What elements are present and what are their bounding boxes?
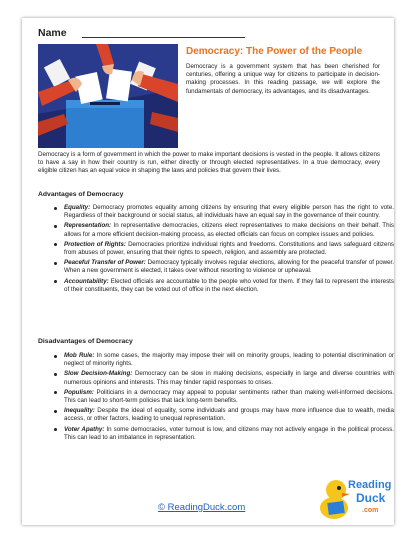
name-field[interactable] — [82, 37, 245, 38]
list-item — [64, 259, 394, 275]
item-text: Elected officials are accountable to the people who voted for them. If they fail to represent the interests of their constituents, they can be voted out of office in the next election. — [64, 277, 394, 293]
item-text: Democracy promotes equality among citizens by ensuring that every eligible person has the right to vote. Regardless of their background or social status, all individuals have an equal say in the governance of their country. — [64, 204, 394, 220]
item-text: Democracy can be slow in making decisions, especially in large and diverse countries with numerous opinions and interests. This may hinder rapid responses to crises. — [64, 370, 394, 386]
list-item — [64, 278, 394, 294]
item-text: In representative democracies, citizens elect representatives to make decisions on their behalf. This allows for a more efficient decision-making process, as elected officials can focus on complex issues and policies. — [64, 222, 394, 238]
voting-hands-image — [38, 44, 178, 148]
list-item — [64, 426, 394, 442]
item-term: Slow Decision-Making: — [64, 370, 133, 378]
item-term: Protection of Rights: — [64, 240, 126, 248]
item-term: Populism: — [64, 388, 94, 396]
item-text: Despite the ideal of equality, some individuals and groups may have more influence due to wealth, media access, or other factors, leading to unequal representation. — [64, 407, 394, 423]
item-term: Accountability: — [64, 277, 109, 285]
intro-paragraph: Democracy is a government system that has been cherished for centuries, offering a unique way for citizens to participate in decision-making processes. In this reading passage, we will explore the fundamentals of democracy, its advantages, and its disadvantages. — [186, 63, 380, 95]
item-term: Equality: — [64, 204, 91, 211]
item-term: Voter Apathy: — [64, 425, 105, 433]
list-item — [64, 407, 394, 423]
advantages-list — [38, 204, 394, 296]
body-paragraph: Democracy is a form of government in which the power to make important decisions is vested in the people. It allows citizens to have a say in how their country is run, either directly or through elected representatives. In a true democracy, every eligible citizen has an equal voice in shaping the laws and policies that govern their lives. — [38, 151, 380, 175]
list-item — [64, 389, 394, 405]
advantages-heading: Advantages of Democracy — [38, 191, 124, 198]
list-item — [64, 222, 394, 238]
item-text: Politicians in a democracy may appeal to popular sentiments rather than making well-informed decisions. This can lead to short-term policies that lack long-term benefits. — [64, 388, 394, 405]
item-term: Representation: — [64, 222, 112, 230]
readingduck-link[interactable]: © ReadingDuck.com — [158, 502, 246, 513]
name-label: Name — [38, 27, 67, 39]
item-term: Inequality: — [64, 407, 95, 415]
item-term: Peaceful Transfer of Power: — [64, 259, 146, 267]
item-text: Democracy typically involves regular elections, allowing for the peaceful transfer of power. When a new government is elected, it takes over without resorting to violence or upheaval. — [64, 259, 394, 275]
disadvantages-list — [38, 352, 394, 444]
disadvantages-heading: Disadvantages of Democracy — [38, 338, 133, 345]
item-term: Mob Rule: — [64, 352, 95, 359]
worksheet-page — [22, 18, 394, 525]
list-item — [64, 241, 394, 257]
item-text: In some democracies, voter turnout is low, and citizens may not actively engage in the political process. This can lead to an imbalance in representation. — [64, 425, 395, 441]
list-item — [64, 204, 394, 220]
ballot-box-illustration — [38, 44, 178, 148]
article-title: Democracy: The Power of the People — [186, 46, 363, 57]
item-text: In some cases, the majority may impose their will on minority groups, leading to potential discrimination or neglect of minority rights. — [64, 352, 394, 368]
list-item — [64, 352, 394, 368]
item-text: Democracies prioritize individual rights and freedoms. Constitutions and laws safeguard citizens from abuses of power, ensuring that their rights to speech, religion, and assembly are protected. — [64, 240, 394, 257]
logo-word-duck: Duck — [356, 491, 386, 505]
list-item — [64, 370, 394, 386]
logo-word-reading: Reading — [348, 479, 392, 491]
logo-suffix: .com — [362, 507, 379, 514]
reading-duck-logo — [318, 466, 392, 522]
